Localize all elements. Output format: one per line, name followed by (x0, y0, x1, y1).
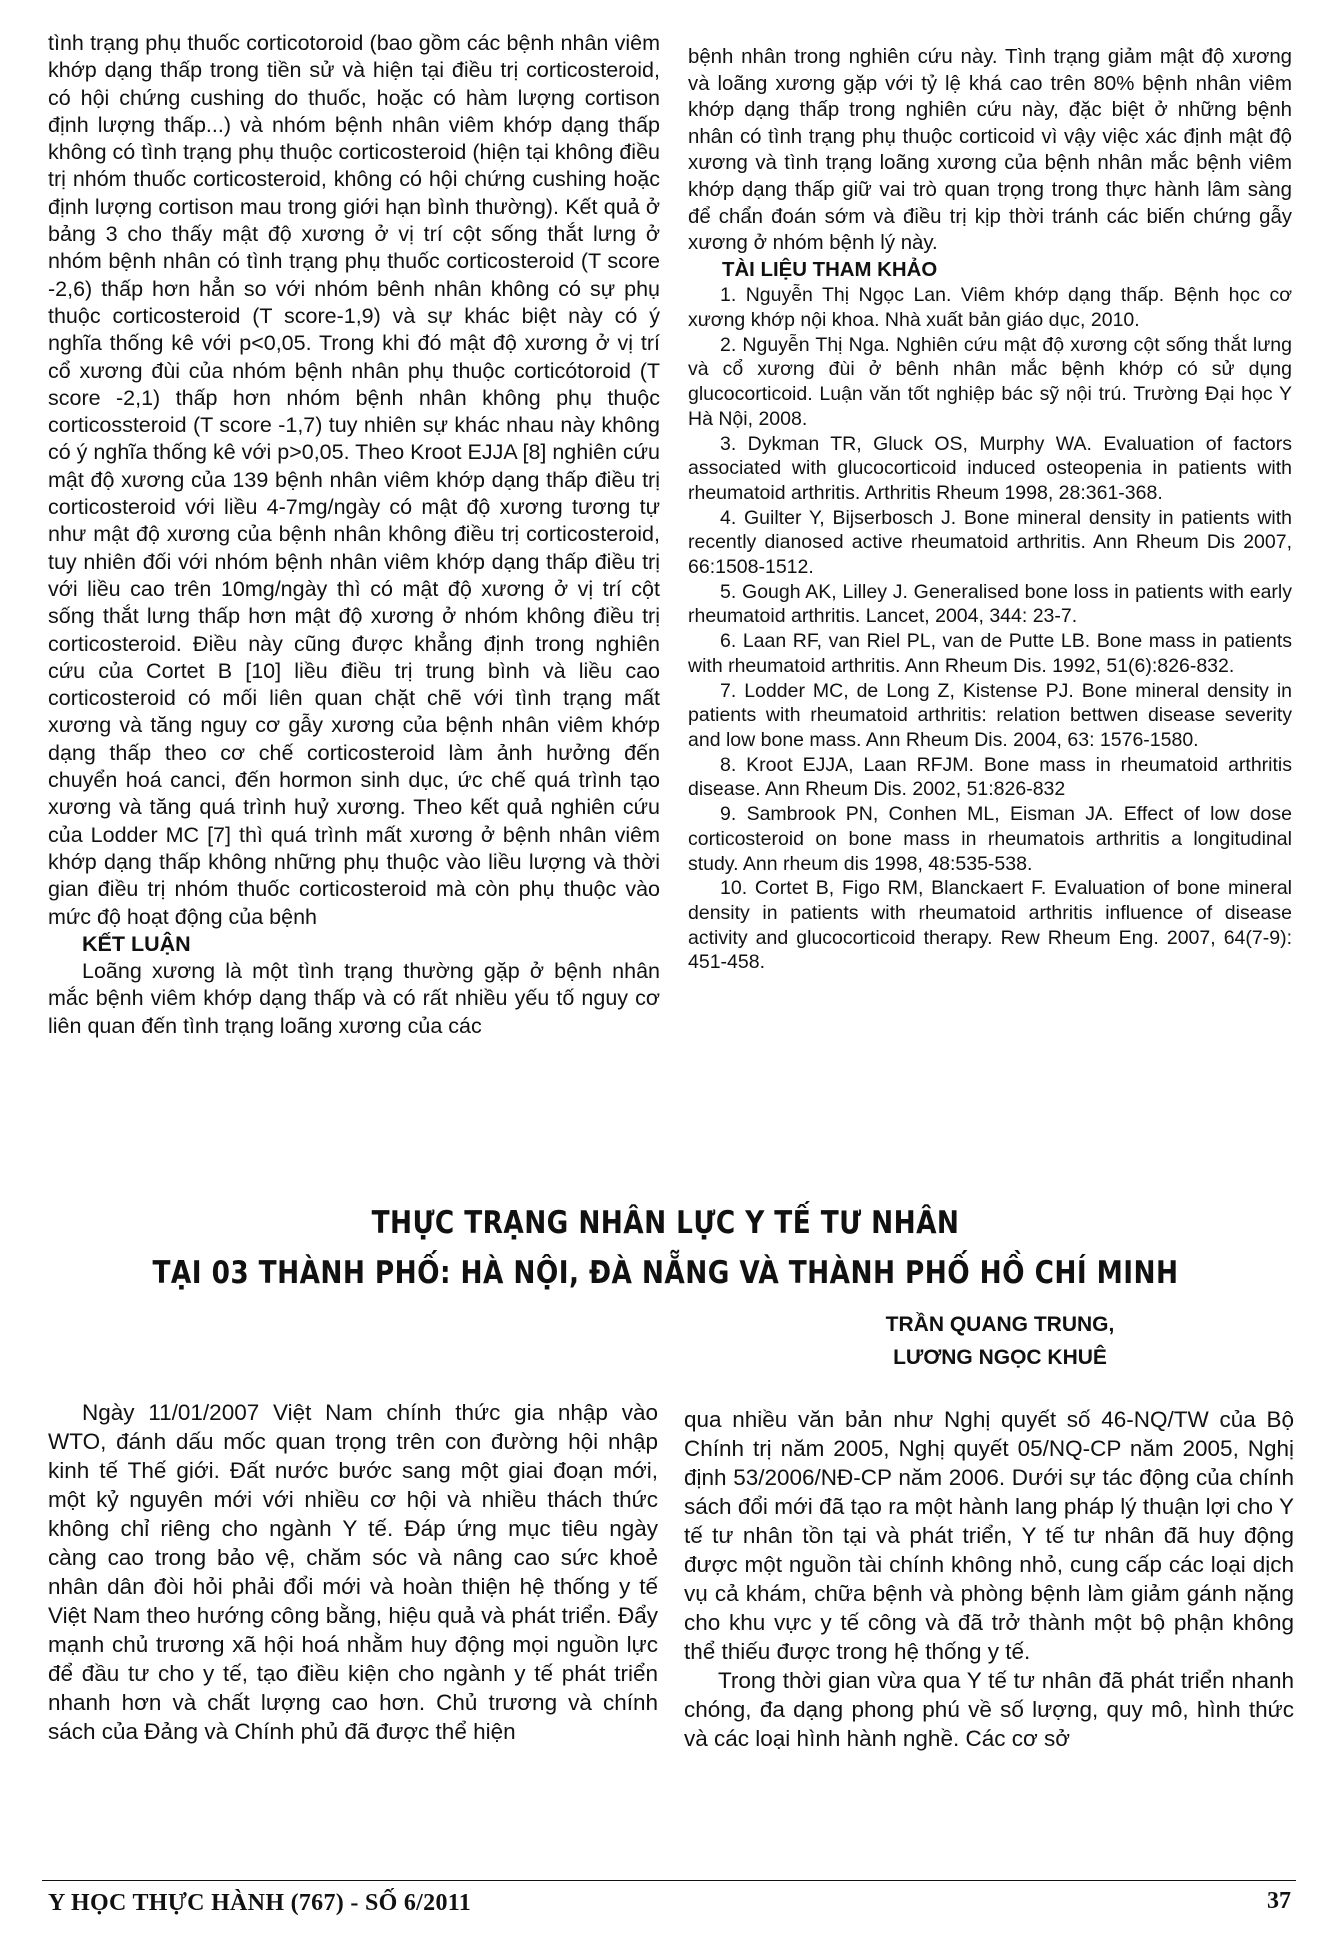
article-right-column (684, 1405, 1294, 1753)
article-left-column (48, 1398, 658, 1746)
body-paragraph: Trong thời gian vừa qua Y tế tư nhân đã phát triển nhanh chóng, đa dạng phong phú về số lượng, quy mô, hình thức và các loại hình hành nghề. Các cơ sở (684, 1668, 1294, 1751)
reference-item: 9. Sambrook PN, Conhen ML, Eisman JA. Effect of low dose corticosteroid on bone mass in rheumatois arthritis a longitudinal study. Ann rheum dis 1998, 48:535-538. (688, 803, 1292, 875)
references-heading: TÀI LIỆU THAM KHẢO (722, 258, 938, 281)
reference-item: 1. Nguyễn Thị Ngọc Lan. Viêm khớp dạng thấp. Bệnh học cơ xương khớp nội khoa. Nhà xuất bản giáo dục, 2010. (688, 284, 1292, 332)
author-name: TRẦN QUANG TRUNG, (885, 1313, 1115, 1336)
discussion-paragraph: tình trạng phụ thuốc corticotoroid (bao gồm các bệnh nhân viêm khớp dạng thấp trong tiền sử và hiện tại điều trị corticosteroid, có hội chứng cushing do thuốc, hoặc có hàm lượng cortison định lượng thấp...) và nhóm bệnh nhân viêm khớp dạng thấp không có tình trạng phụ thuộc corticosteroid (hiện tại không điều trị nhóm thuốc corticosteroid, không có hội chứng cushing hoặc định lượng cortison mau trong giới hạn bình thường). Kết quả ở bảng 3 cho thấy mật độ xương ở vị trí cột sống thắt lưng ở nhóm bệnh nhân có tình trạng phụ thuốc corticosteroid (T score -2,6) thấp hơn hẳn so với nhóm bênh nhân không có sự phụ thuộc corticosteroid (T score-1,9) và sự khác biệt này có ý nghĩa thống kê với p<0,05. Trong khi đó mật độ xương ở vị trí cổ xương đùi của nhóm bệnh nhân phụ thuộc corticótoroid (T score -2,1) thấp hơn nhóm bệnh nhân không phụ thuộc corticossteroid (T score -1,7) tuy nhiên sự khác nhau này không có ý nghĩa thống kê với p>0,05. Theo Kroot EJJA [8] nghiên cứu mật độ xương của 139 bệnh nhân viêm khớp dạng thấp điều trị corticosteroid với liều 4-7mg/ngày có mật độ xương tương tự như mật độ xương của bệnh nhân không điều trị corticosteroid, tuy nhiên đối với nhóm bệnh nhân viêm khớp dạng thấp điều trị với liều cao trên 10mg/ngày thì có mật độ xương ở vị trí cột sống thắt lưng thấp hơn mật độ xương ở nhóm không điều trị corticosteroid. Điều này cũng được khẳng định trong nghiên cứu của Cortet B [10] liều điều trị trung bình và liều cao corticosteroid có mối liên quan chặt chẽ với tình trạng mất xương và tăng nguy cơ gẫy xương của bệnh nhân viêm khớp dạng thấp theo cơ chế corticosteroid làm ảnh hưởng đến chuyển hoá canci, đến hormon sinh dục, ức chế quá trình tạo xương và tăng quá trình huỷ xương. Theo kết quả nghiên cứu của Lodder MC [7] thì quá trình mất xương ở bệnh nhân viêm khớp dạng thấp không những phụ thuộc vào liều lượng và thời gian điều trị nhóm thuốc corticosteroid mà còn phụ thuộc vào mức độ hoạt động của bệnh (48, 31, 660, 929)
reference-item: 3. Dykman TR, Gluck OS, Murphy WA. Evaluation of factors associated with glucocorticoid induced osteopenia in patients with rheumatoid arthritis. Arthritis Rheum 1998, 28:361-368. (688, 432, 1292, 504)
intro-paragraph: Ngày 11/01/2007 Việt Nam chính thức gia nhập vào WTO, đánh dấu mốc quan trọng trên con đường hội nhập kinh tế Thế giới. Đất nước bước sang một giai đoạn mới, một kỷ nguyên mới với nhiều cơ hội và nhiều thách thức không chỉ riêng cho ngành Y tế. Đáp ứng mục tiêu ngày càng cao trong bảo vệ, chăm sóc và nâng cao sức khoẻ nhân dân đòi hỏi phải đổi mới và hoàn thiện hệ thống y tế Việt Nam theo hướng công bằng, hiệu quả và phát triển. Đẩy mạnh chủ trương xã hội hoá nhằm huy động mọi nguồn lực để đầu tư cho y tế, tạo điều kiện cho ngành y tế phát triển nhanh hơn và chất lượng cao hơn. Chủ trương và chính sách của Đảng và Chính phủ đã được thể hiện (48, 1400, 658, 1744)
article-title-line-2: TẠI 03 THÀNH PHỐ: HÀ NỘI, ĐÀ NẴNG VÀ THÀNH PHỐ HỒ CHÍ MINH (152, 1255, 1179, 1291)
reference-list (688, 283, 1292, 975)
reference-item: 8. Kroot EJJA, Laan RFJM. Bone mass in rheumatoid arthritis disease. Ann Rheum Dis. 2002, 51:826-832 (688, 753, 1292, 801)
conclusion-paragraph: Loãng xương là một tình trạng thường gặp ở bệnh nhân mắc bệnh viêm khớp dạng thấp và có rất nhiều yếu tố nguy cơ liên quan đến tình trạng loãng xương của các (48, 959, 660, 1038)
footer-divider (42, 1880, 1296, 1881)
reference-item: 5. Gough AK, Lilley J. Generalised bone loss in patients with early rheumatoid arthritis. Lancet, 2004, 344: 23-7. (688, 580, 1292, 628)
conclusion-heading: KẾT LUẬN (82, 931, 191, 956)
article-authors (850, 1308, 1150, 1374)
article-title-line-1: THỰC TRẠNG NHÂN LỰC Y TẾ TƯ NHÂN (371, 1205, 960, 1241)
journal-footer: Y HỌC THỰC HÀNH (767) - SỐ 6/2011 (48, 1890, 472, 1916)
intro-paragraph-continued: qua nhiều văn bản như Nghị quyết số 46-NQ/TW của Bộ Chính trị năm 2005, Nghị quyết 05/NQ-CP năm 2005, Nghị định 53/2006/NĐ-CP năm 2006. Dưới sự tác động của chính sách đổi mới đã tạo ra một hành lang pháp lý thuận lợi cho Y tế tư nhân tồn tại và phát triển, Y tế tư nhân đã huy động được một nguồn tài chính không nhỏ, cung cấp các loại dịch vụ cả khám, chữa bệnh và phòng bệnh làm giảm gánh nặng cho khu vực y tế công và đã trở thành một bộ phận không thể thiếu được trong hệ thống y tế. (684, 1407, 1294, 1664)
author-name: LƯƠNG NGỌC KHUÊ (893, 1346, 1107, 1369)
article-title (100, 1198, 1231, 1298)
reference-item: 4. Guilter Y, Bijserbosch J. Bone mineral density in patients with recently dianosed active rheumatoid arthritis. Ann Rheum Dis 2007, 66:1508-1512. (688, 506, 1292, 579)
reference-item: 10. Cortet B, Figo RM, Blanckaert F. Evaluation of bone mineral density in patients with rheumatoid arthritis influence of disease activity and glucocorticoid therapy. Rew Rheum Eng. 2007, 64(7-9): 451-458. (688, 877, 1292, 974)
reference-item: 2. Nguyễn Thị Nga. Nghiên cứu mật độ xương cột sống thắt lưng và cổ xương đùi ở bênh nhân mắc bệnh khớp có sử dụng glucocorticoid. Luận văn tốt nghiệp bác sỹ nội trú. Trường Đại học Y Hà Nội, 2008. (688, 333, 1292, 430)
prev-article-right-column (688, 44, 1292, 975)
conclusion-continued-paragraph: bệnh nhân trong nghiên cứu này. Tình trạng giảm mật độ xương và loãng xương gặp với tỷ lệ khá cao trên 80% bệnh nhân viêm khớp dạng thấp trong nghiên cứu này, đặc biệt ở những bệnh nhân có tình trạng phụ thuộc corticoid vì vậy việc xác định mật độ xương và tình trạng loãng xương của bệnh nhân mắc bệnh viêm khớp dạng thấp giữ vai trò quan trọng trong thực hành lâm sàng để chẩn đoán sớm và điều trị kịp thời tránh các biến chứng gẫy xương ở nhóm bệnh lý này. (688, 46, 1292, 255)
prev-article-left-column (48, 30, 660, 1040)
reference-item: 7. Lodder MC, de Long Z, Kistense PJ. Bone mineral density in patients with rheumatoid arthritis: relation bettwen disease severity and low bone mass. Ann Rheum Dis. 2004, 63: 1576-1580. (688, 679, 1292, 751)
page-number: 37 (1267, 1888, 1291, 1914)
reference-item: 6. Laan RF, van Riel PL, van de Putte LB. Bone mass in patients with rheumatoid arthritis. Ann Rheum Dis. 1992, 51(6):826-832. (688, 630, 1292, 677)
